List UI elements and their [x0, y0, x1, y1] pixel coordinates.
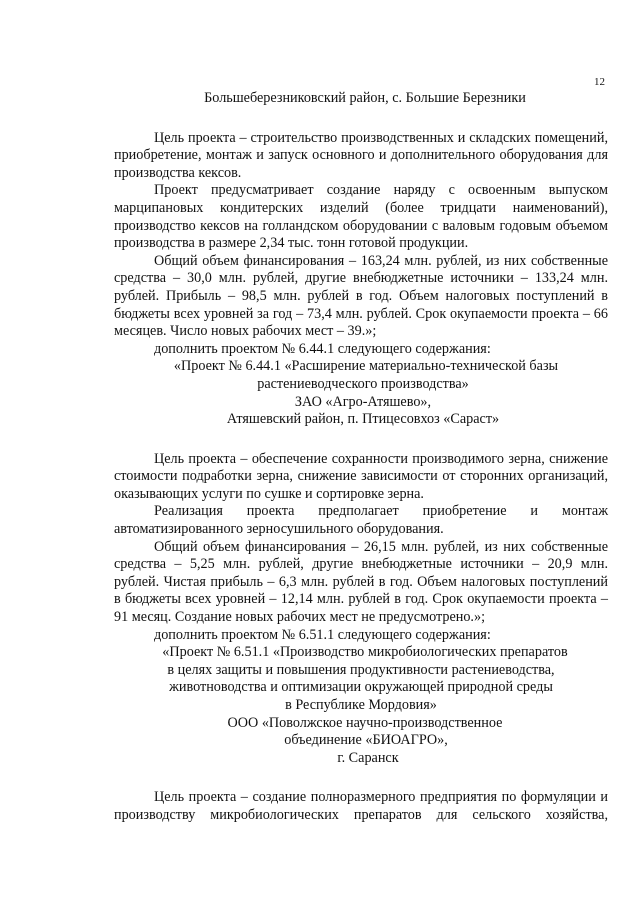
- text-line: Цель проекта – обеспечение сохранности производимого зерна, снижение: [154, 450, 608, 467]
- text-line: бюджеты всех уровней за год – 73,4 млн. рублей. Срок окупаемости проекта – 66: [114, 305, 608, 322]
- text-line: средства – 30,0 млн. рублей, другие внебюджетные источники – 133,24 млн.: [114, 270, 608, 287]
- text-line: оказывающих услуги по сушке и сортировке зерна.: [114, 485, 424, 502]
- page-number: 12: [594, 76, 605, 88]
- project-title-line: в Республике Мордовия»: [285, 697, 437, 713]
- text-line: рублей. Чистая прибыль – 6,3 млн. рублей в год. Объем налоговых поступлений: [114, 573, 608, 590]
- text-line: производства кексов.: [114, 164, 242, 181]
- project-company-line: ЗАО «Агро-Атяшево»,: [294, 393, 432, 410]
- text-line: автоматизированного зерносушильного оборудования.: [114, 521, 444, 538]
- paragraph-finance-1: [114, 253, 608, 341]
- add-project-line-2: дополнить проектом № 6.51.1 следующего содержания:: [154, 626, 491, 643]
- paragraph-goal-3: [114, 789, 608, 824]
- text-line: месяцев. Число новых рабочих мест – 39.»;: [114, 323, 377, 340]
- text-line: Общий объем финансирования – 163,24 млн. рублей, из них собственные: [154, 252, 608, 269]
- paragraph-goal-1: [114, 130, 608, 183]
- add-project-line-1: дополнить проектом № 6.44.1 следующего содержания:: [154, 340, 491, 357]
- project-title-line: «Проект № 6.44.1 «Расширение материально-технической базы: [173, 358, 559, 375]
- project-company-line: объединение «БИОАГРО»,: [284, 732, 448, 749]
- text-line: производства в размере 2,34 тыс. тонн готовой продукции.: [114, 235, 469, 252]
- text-line: Реализация проекта предполагает приобретение и монтаж: [154, 503, 608, 520]
- paragraph-implementation-2: [114, 503, 608, 538]
- text-line: производство кексов на голландском оборудовании с валовым годовым объемом: [114, 217, 608, 234]
- project-title-block-1: [114, 358, 608, 428]
- text-line: стоимости подработки зерна, снижение зависимости от сторонних организаций,: [114, 468, 608, 485]
- project-title-line: в целях защиты и повышения продуктивности растениеводства,: [167, 661, 555, 678]
- project-location-line: г. Саранск: [337, 749, 399, 766]
- text-line: производству микробиологических препаратов для сельского хозяйства,: [114, 806, 608, 823]
- project-title-line: «Проект № 6.51.1 «Производство микробиологических препаратов: [162, 644, 568, 661]
- project-title-line: растениеводческого производства»: [257, 375, 469, 392]
- text-line: Общий объем финансирования – 26,15 млн. рублей, из них собственные: [154, 538, 608, 555]
- paragraph-goal-2: [114, 451, 608, 504]
- project-title-block-2: [114, 644, 608, 767]
- project-title-line: животноводства и оптимизации окружающей природной среды: [169, 679, 553, 696]
- text-line: в бюджеты всех уровней – 12,14 млн. рублей в год. Срок окупаемости проекта –: [114, 591, 608, 608]
- text-line: рублей. Прибыль – 98,5 млн. рублей в год. Объем налоговых поступлений в: [114, 287, 608, 304]
- text-line: средства – 5,25 млн. рублей, другие внебюджетные источники – 20,9 млн.: [114, 556, 608, 573]
- text-line: приобретение, монтаж и запуск основного и дополнительного оборудования для: [114, 147, 608, 164]
- paragraph-finance-2: [114, 539, 608, 627]
- text-line: 91 месяц. Создание новых рабочих мест не предусмотрено.»;: [114, 609, 486, 626]
- text-line: Цель проекта – создание полноразмерного предприятия по формуляции и: [154, 789, 608, 806]
- section-heading-1: Большеберезниковский район, с. Большие Березники: [204, 90, 526, 106]
- text-line: Цель проекта – строительство производственных и складских помещений,: [154, 129, 608, 146]
- paragraph-project-1: [114, 182, 608, 252]
- text-line: марципановых кондитерских изделий (более тридцати наименований),: [114, 199, 608, 216]
- project-location-line: Атяшевский район, п. Птицесовхоз «Сараст»: [226, 411, 500, 428]
- document-body: [114, 90, 608, 825]
- text-line: Проект предусматривает создание наряду с освоенным выпуском: [154, 182, 608, 199]
- project-company-line: ООО «Поволжское научно-производственное: [227, 714, 503, 731]
